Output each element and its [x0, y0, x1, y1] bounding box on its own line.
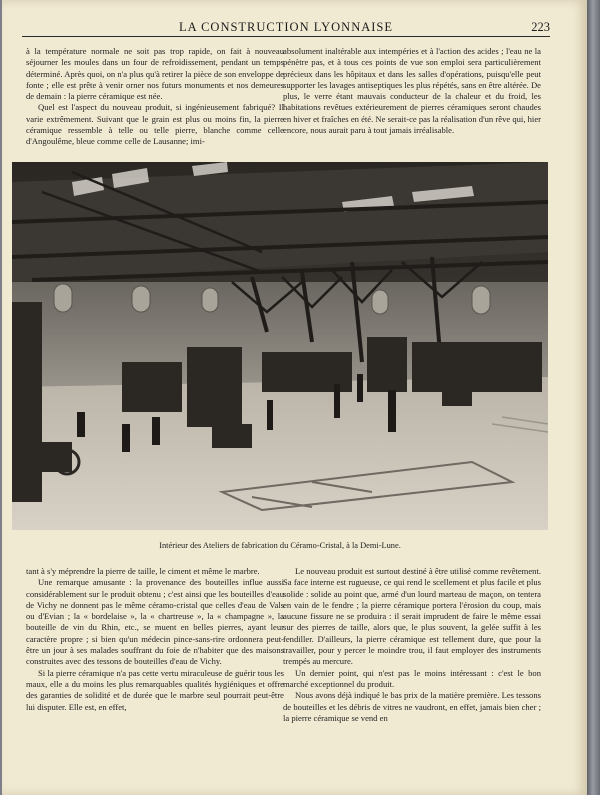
paragraph: Quel est l'aspect du nouveau produit, si ingénieusement fabriqué? Il varie extrêmement. Suivant que le grain est plus ou moins fin, la pierre céramique ressemble à telle ou telle pierre, blanche comme celle d'Angoulême, bleue comme celle de Lausanne; imi-	[26, 102, 284, 147]
paragraph: Un dernier point, qui n'est pas le moins intéressant : c'est le bon marché exceptionnel du produit.	[283, 667, 541, 689]
running-head	[22, 20, 550, 37]
paragraph: absolument inaltérable aux intempéries et à l'action des acides ; l'eau ne la pénètre pas, et à tous ces points de vue son emploi sera particulièrement précieux dans les hôpitaux et dans les salles d'opérations, puisqu'elle peut supporter les lavages antiseptiques les plus répétés, sans en être altérée. De plus, le verre étant mauvais conducteur de la chaleur et du froid, les habitations revêtues extérieurement de pierres céramiques seront chaudes en hiver et fraîches en été. Ne serait-ce pas la réalisation d'un rêve qui, hier encore, nous aurait paru à tout jamais irréalisable.	[283, 46, 541, 136]
bottom-right-column	[283, 566, 541, 724]
journal-title: LA CONSTRUCTION LYONNAISE	[178, 20, 394, 34]
top-right-column	[283, 46, 541, 136]
paragraph: à la température normale ne soit pas trop rapide, on fait à nouveau séjourner les moules dans un four de refroidissement, pendant un temps déterminé. Après quoi, on n'a plus qu'à retirer la pièce de son enveloppe de fonte ; elle est prête à venir orner nos futurs monuments et nos demeures de demain : la pierre céramique est née.	[26, 46, 284, 102]
workshop-illustration	[12, 162, 548, 530]
paragraph: Si la pierre céramique n'a pas cette vertu miraculeuse de guérir tous les maux, elle a du moins les plus remarquables qualités hygiéniques et offre des garanties de solidité et de durée que le marbre seul pourrait peut-être lui disputer. Elle est, en effet,	[26, 667, 284, 712]
paragraph: Une remarque amusante : la provenance des bouteilles influe aussi considérablement sur le produit obtenu ; c'est ainsi que les bouteilles d'eau de Vichy ne donnent pas le même céramo-cristal que celles d'eau de Vals ou d'Evian ; la « bordelaise », la « chartreuse », la « champagne », la bouteille de vin du Rhin, etc., se muent en belles pierres, ayant leur caractère propre ; si bien qu'un médecin pince-sans-rire ordonnera peut-être un jour à ses malades souffrant du foie de n'habiter que des maisons construites avec des tessons de bouteilles d'eau de Vichy.	[26, 577, 284, 667]
paragraph: tant à s'y méprendre la pierre de taille, le ciment et même le marbre.	[26, 566, 260, 576]
journal-page	[2, 0, 587, 795]
page-number: 223	[531, 20, 550, 34]
figure-caption: Intérieur des Ateliers de fabrication du Céramo-Cristal, à la Demi-Lune.	[159, 541, 401, 550]
bottom-left-column	[26, 566, 284, 713]
workshop-photograph	[12, 162, 548, 530]
paragraph: Le nouveau produit est surtout destiné à être utilisé comme revêtement. Sa face interne est rugueuse, ce qui rend le scellement et plus facile et plus solide : solide au point que, armé d'un lourd marteau de maçon, on tentera en vain de le fendre ; la pierre céramique portera l'érosion du coup, mais aucune fissure ne se produira : il serait imprudent de faire le même essai sur des pierres de taille, alors que, le plus souvent, la gelée suffit à les fendiller. D'ailleurs, la pierre céramique est tellement dure, que pour la travailler, pour y percer le moindre trou, il faut employer des instruments trempés au mercure.	[283, 566, 541, 667]
page-edge	[587, 0, 600, 795]
paragraph: Nous avons déjà indiqué le bas prix de la matière première. Les tessons de bouteilles et les débris de vitres ne vaudront, en effet, jamais bien cher ; la pierre céramique se vend en	[283, 690, 541, 723]
top-left-column	[26, 46, 284, 148]
